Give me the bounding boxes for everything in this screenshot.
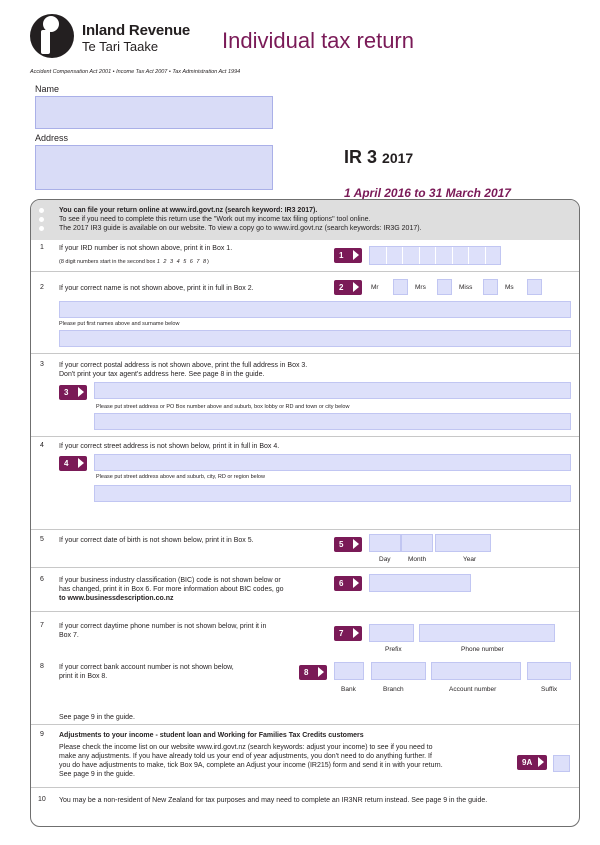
question-number: 6 [40, 576, 44, 583]
box-7-tag: 7 [334, 626, 362, 641]
box-9a-tag: 9A [517, 755, 547, 770]
street-address-line-2-field[interactable] [94, 485, 571, 502]
online-banner [31, 200, 579, 240]
q9-text-3: you do have adjustments to make, tick Box 9A, complete an Adjust your income (IR215) form and send it in with your return. [59, 762, 443, 769]
acts-line: Accident Compensation Act 2001 • Income Tax Act 2007 • Tax Administration Act 1994 [30, 69, 241, 75]
question-number: 4 [40, 442, 44, 449]
form-code: IR 3 2017 [344, 147, 414, 167]
banner-line-2: To see if you need to complete this return use the "Work out my income tax filing options" tool online. [59, 216, 371, 223]
banner-line-1: You can file your return online at www.ird.govt.nz (search keyword: IR3 2017). [59, 207, 318, 214]
day-label: Day [379, 556, 391, 563]
account-label: Account number [449, 686, 497, 693]
row-divider [31, 611, 579, 612]
tax-period: 1 April 2016 to 31 March 2017 [344, 186, 511, 200]
q4-hint: Please put street address above and suburb, city, RD or region below [96, 474, 265, 480]
title-miss-label: Miss [459, 284, 473, 291]
q1-hint: (8 digit numbers start in the second box 1 2 3 4 5 6 7 8) [59, 259, 209, 265]
box-6-tag: 6 [334, 576, 362, 591]
q8-text-1: If your correct bank account number is not shown below, [59, 664, 234, 671]
question-number: 8 [40, 663, 44, 670]
box-4-tag: 4 [59, 456, 87, 471]
postal-address-line-1-field[interactable] [94, 382, 571, 399]
q4-text: If your correct street address is not shown below, print it in full in Box 4. [59, 443, 280, 450]
row-divider [31, 567, 579, 568]
bullet-icon [39, 208, 44, 213]
title-ms-checkbox[interactable] [527, 279, 542, 295]
q9-text-1: Please check the income list on our website www.ird.govt.nz (search keywords: adjust your income) to see if you need to [59, 744, 433, 751]
q8-text-2: print it in Box 8. [59, 673, 108, 680]
question-number: 5 [40, 536, 44, 543]
question-number: 3 [40, 361, 44, 368]
q2-hint: Please put first names above and surname below [59, 321, 180, 327]
address-field[interactable] [35, 145, 273, 190]
box-8-tag: 8 [299, 665, 327, 680]
name-label: Name [35, 84, 60, 94]
q10-text: You may be a non-resident of New Zealand for tax purposes and may need to complete an IR3NR return instead. See page 9 in the guide. [59, 797, 488, 804]
q7-text-1: If your correct daytime phone number is not shown below, print it in [59, 623, 267, 630]
row-divider [31, 271, 579, 272]
street-address-line-1-field[interactable] [94, 454, 571, 471]
phone-prefix-field[interactable] [369, 624, 414, 642]
title-mrs-checkbox[interactable] [437, 279, 452, 295]
question-number: 10 [38, 796, 46, 803]
bullet-icon [39, 217, 44, 222]
title-ms-label: Ms [505, 284, 514, 291]
address-label: Address [35, 133, 69, 143]
q6-text-2: has changed, print it in Box 6. For more information about BIC codes, go [59, 586, 284, 593]
suffix-label: Suffix [541, 686, 558, 693]
question-number: 7 [40, 622, 44, 629]
question-number: 2 [40, 284, 44, 291]
row-divider [31, 787, 579, 788]
branch-label: Branch [383, 686, 404, 693]
postal-address-line-2-field[interactable] [94, 413, 571, 430]
title-mrs-label: Mrs [415, 284, 426, 291]
month-label: Month [408, 556, 427, 563]
bic-code-field[interactable] [369, 574, 471, 592]
org-name: Inland Revenue [82, 22, 191, 39]
title-mr-label: Mr [371, 284, 379, 291]
q2-text: If your correct name is not shown above, print it in full in Box 2. [59, 285, 254, 292]
q3-text-1: If your correct postal address is not shown above, print the full address in Box 3. [59, 362, 308, 369]
box-2-tag: 2 [334, 280, 362, 295]
year-label: Year [463, 556, 477, 563]
q7-text-2: Box 7. [59, 632, 79, 639]
form-year: 2017 [382, 150, 414, 166]
birth-day-field[interactable] [369, 534, 401, 552]
q3-text-2: Don't print your tax agent's address here. See page 8 in the guide. [59, 371, 265, 378]
box-1-tag: 1 [334, 248, 362, 263]
title-mr-checkbox[interactable] [393, 279, 408, 295]
question-number: 9 [40, 731, 44, 738]
q3-hint: Please put street address or PO Box number above and suburb, box lobby or RD and town or city below [96, 404, 350, 410]
row-divider [31, 436, 579, 437]
title-miss-checkbox[interactable] [483, 279, 498, 295]
logo-stem [41, 30, 50, 54]
birth-month-field[interactable] [401, 534, 433, 552]
row-divider [31, 353, 579, 354]
account-number-field[interactable] [431, 662, 521, 680]
q1-text: If your IRD number is not shown above, print it in Box 1. [59, 245, 233, 252]
row-divider [31, 529, 579, 530]
box-3-tag: 3 [59, 385, 87, 400]
q8-guide: See page 9 in the guide. [59, 714, 135, 721]
phone-number-field[interactable] [419, 624, 555, 642]
row-divider [31, 724, 579, 725]
q6-text-1: If your business industry classification (BIC) code is not shown below or [59, 577, 281, 584]
banner-line-3: The 2017 IR3 guide is available on our website. To view a copy go to www.ird.govt.nz (search keywords: IR3G 2017). [59, 225, 422, 232]
suffix-field[interactable] [527, 662, 571, 680]
form-title: Individual tax return [222, 28, 414, 53]
box-5-tag: 5 [334, 537, 362, 552]
q6-text-3: to www.businessdescription.co.nz [59, 595, 174, 602]
org-maori-name: Te Tari Taake [82, 39, 159, 54]
first-names-field[interactable] [59, 301, 571, 318]
birth-year-field[interactable] [435, 534, 491, 552]
prefix-label: Prefix [385, 646, 402, 653]
branch-code-field[interactable] [371, 662, 426, 680]
q5-text: If your correct date of birth is not shown below, print it in Box 5. [59, 537, 254, 544]
box-9a-checkbox[interactable] [553, 755, 570, 772]
question-number: 1 [40, 244, 44, 251]
form-frame [30, 199, 580, 827]
name-field[interactable] [35, 96, 273, 129]
bullet-icon [39, 226, 44, 231]
q9-text-2: make any adjustments. If you have already told us your end of year adjustments, you don't need to do anything further. If [59, 753, 432, 760]
bank-label: Bank [341, 686, 356, 693]
ird-number-field[interactable] [369, 246, 501, 265]
q9-text-4: See page 9 in the guide. [59, 771, 135, 778]
bank-code-field[interactable] [334, 662, 364, 680]
surname-field[interactable] [59, 330, 571, 347]
phone-label: Phone number [461, 646, 504, 653]
q9-title: Adjustments to your income - student loan and Working for Families Tax Credits customers [59, 732, 364, 739]
